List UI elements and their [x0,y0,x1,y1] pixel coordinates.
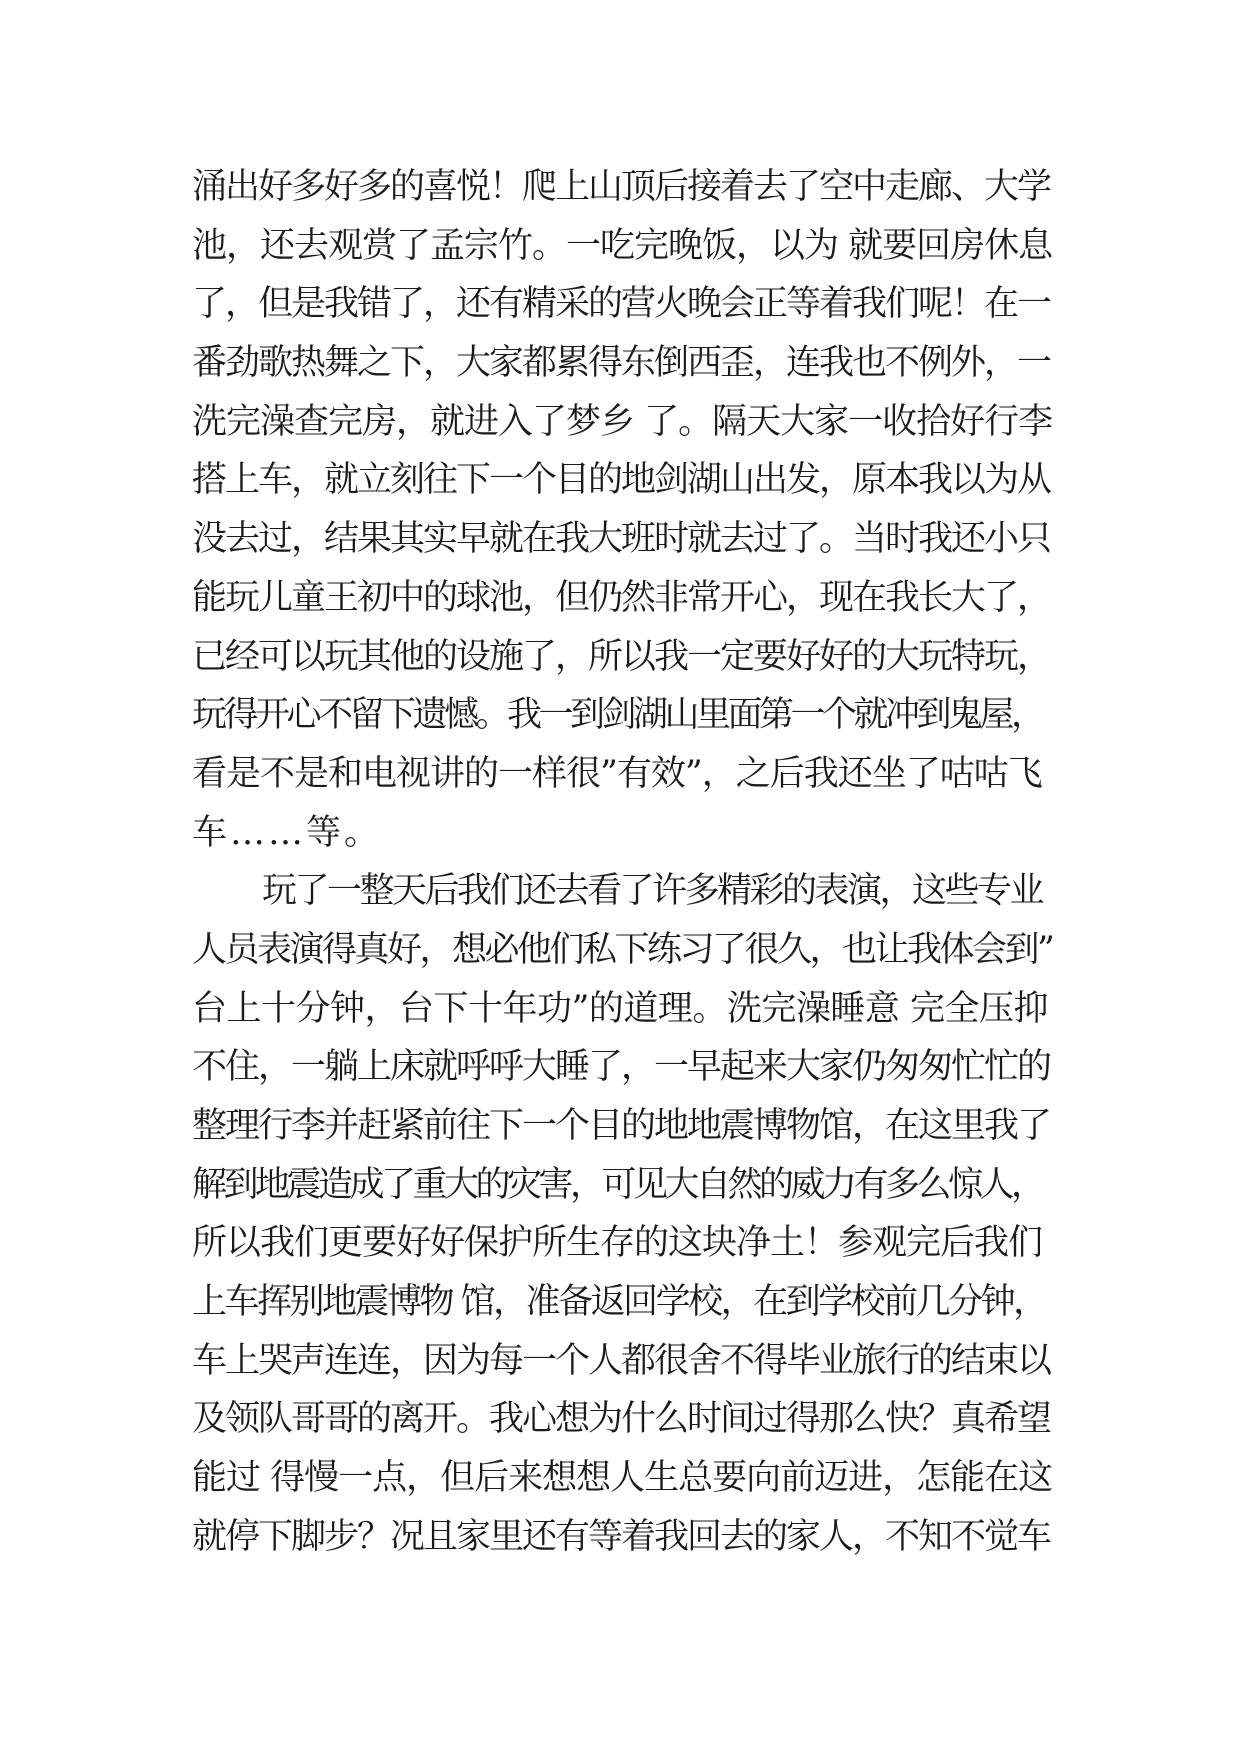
text-line: 能过 得慢一点，但后来想想人生总要向前迈进，怎能在这 [192,1458,1053,1499]
text-line: 没去过，结果其实早就在我大班时就去过了。当时我还小只 [192,519,1051,560]
text-line: 番劲歌热舞之下，大家都累得东倒西歪，连我也不例外，一 [192,343,1051,384]
text-line: 洗完澡查完房，就进入了梦乡 了。隔天大家一收拾好行李 [192,401,1053,442]
text-line: 看是不是和电视讲的一样很”有效”，之后我还坐了咕咕飞 [192,753,1042,794]
text-line: 及领队哥哥的离开。我心想为什么时间过得那么快？真希望 [192,1399,1051,1440]
text-line: 上车挥别地震博物 馆，准备返回学校，在到学校前几分钟， [192,1282,1046,1323]
text-line: 搭上车，就立刻往下一个目的地剑湖山出发，原本我以为从 [192,460,1051,501]
text-line: 已经可以玩其他的设施了，所以我一定要好好的大玩特玩， [192,636,1051,677]
text-line: 池，还去观赏了孟宗竹。一吃完晚饭，以为 就要回房休息 [192,225,1053,266]
body-text [192,158,1052,1567]
text-line: 所以我们更要好好保护所生存的这块净土！参观完后我们 [192,1223,1043,1264]
text-line: 车……等。 [192,812,383,853]
text-line: 台上十分钟，台下十年功”的道理。洗完澡睡意 完全压抑 [192,988,1049,1029]
text-line: 解到地震造成了重大的灾害，可见大自然的威力有多么惊人， [192,1164,1043,1205]
text-line: 玩得开心不留下遗憾。我一到剑湖山里面第一个就冲到鬼屋， [192,695,1043,736]
text-line: 就停下脚步？况且家里还有等着我回去的家人，不知不觉车 [192,1516,1051,1557]
text-line: 不住，一躺上床就呼呼大睡了，一早起来大家仍匆匆忙忙的 [192,1047,1051,1088]
text-line: 车上哭声连连，因为每一个人都很舍不得毕业旅行的结束以 [192,1340,1051,1381]
text-line: 人员表演得真好，想必他们私下练习了很久，也让我体会到” [192,929,1053,970]
text-line: 整理行李并赶紧前往下一个目的地地震博物馆，在这里我了 [192,1106,1051,1146]
text-line: 了，但是我错了，还有精采的营火晚会正等着我们呢！在一 [192,284,1051,325]
text-line: 能玩儿童王初中的球池，但仍然非常开心，现在我长大了， [192,577,1051,618]
text-line: 涌出好多好多的喜悦！爬上山顶后接着去了空中走廊、大学 [192,167,1051,207]
text-line: 玩了一整天后我们还去看了许多精彩的表演，这些专业 [262,871,1043,912]
